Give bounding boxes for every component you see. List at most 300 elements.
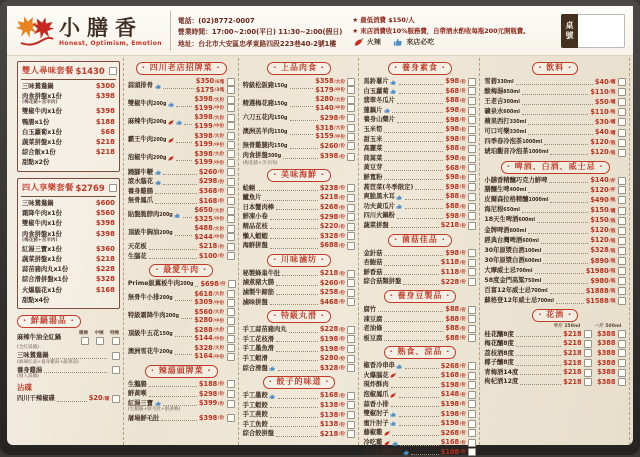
dotted-leader bbox=[392, 430, 438, 436]
item-checkbox[interactable] bbox=[227, 400, 235, 408]
item-price: $388 bbox=[597, 359, 626, 367]
item-name: 甜玉米 bbox=[363, 135, 383, 143]
item-price: $150 /瓶 bbox=[590, 217, 626, 225]
item-checkbox[interactable] bbox=[227, 252, 235, 260]
item-checkbox[interactable] bbox=[227, 141, 235, 149]
item-name: 經典台灣啤酒600ml bbox=[484, 236, 539, 244]
item-price: $298 /份 bbox=[320, 114, 356, 122]
item-checkbox[interactable] bbox=[468, 259, 476, 267]
item-checkbox[interactable] bbox=[347, 104, 355, 112]
item-checkbox[interactable] bbox=[227, 78, 235, 86]
item-checkbox[interactable] bbox=[347, 298, 355, 306]
item-price: $1588 /瓶 bbox=[586, 297, 626, 305]
item-price: $198 /份 bbox=[441, 400, 477, 408]
item-name: 綜合菇類拼盤 bbox=[363, 278, 402, 286]
item-checkbox[interactable] bbox=[468, 212, 476, 220]
item-checkbox[interactable] bbox=[468, 391, 476, 399]
item-checkbox[interactable] bbox=[228, 280, 236, 288]
item-checkbox[interactable] bbox=[347, 279, 355, 287]
combo-box bbox=[17, 178, 120, 309]
item-name: 肉食拼盤300g bbox=[242, 152, 282, 160]
item-checkbox[interactable] bbox=[227, 132, 235, 140]
item-checkbox[interactable] bbox=[227, 308, 235, 316]
item-checkbox[interactable] bbox=[468, 334, 476, 342]
menu-item bbox=[21, 117, 116, 127]
item-name: 雙椒牛肉x1份 bbox=[22, 220, 62, 228]
thumbs-up-icon bbox=[390, 411, 397, 418]
item-name: 三味鴛鴦鍋 bbox=[17, 352, 49, 360]
dotted-leader bbox=[550, 289, 584, 295]
item-checkbox[interactable] bbox=[468, 315, 476, 323]
dotted-leader bbox=[263, 195, 317, 201]
dotted-leader bbox=[516, 351, 561, 357]
item-checkbox[interactable] bbox=[347, 96, 355, 104]
item-checkbox[interactable] bbox=[347, 86, 355, 94]
item-name: 鮮凍小卷 bbox=[242, 213, 268, 221]
item-checkbox[interactable] bbox=[347, 232, 355, 240]
dotted-leader bbox=[384, 317, 443, 323]
item-checkbox[interactable] bbox=[347, 194, 355, 202]
item-checkbox[interactable] bbox=[347, 270, 355, 278]
item-price: $30 /罐 bbox=[595, 118, 626, 126]
item-name: 蜜汁肘子 bbox=[363, 419, 389, 427]
item-checkbox[interactable] bbox=[112, 395, 120, 403]
dotted-leader bbox=[290, 83, 314, 89]
dotted-leader bbox=[391, 402, 439, 408]
item-checkbox[interactable] bbox=[468, 107, 476, 115]
item-checkbox[interactable] bbox=[347, 401, 355, 409]
item-name: 茼蒿菜 bbox=[363, 154, 383, 162]
item-checkbox[interactable] bbox=[468, 97, 476, 105]
item-checkbox[interactable] bbox=[347, 213, 355, 221]
item-checkbox[interactable] bbox=[227, 96, 235, 104]
item-price: $890 /瓶 bbox=[590, 257, 626, 265]
item-name: 王老吉300ml bbox=[484, 97, 520, 105]
item-checkbox[interactable] bbox=[618, 196, 626, 204]
item-checkbox[interactable] bbox=[618, 108, 626, 116]
menu-item bbox=[243, 141, 356, 151]
item-checkbox[interactable] bbox=[468, 249, 476, 257]
menu-item bbox=[21, 295, 116, 305]
spicy-icon bbox=[390, 372, 397, 379]
item-checkbox[interactable] bbox=[618, 237, 626, 245]
item-checkbox[interactable] bbox=[227, 326, 235, 334]
item-note: (生鵝腸+鮮毛肚+鮮黃喉) bbox=[127, 407, 181, 413]
thumbs-up-icon bbox=[396, 203, 403, 210]
item-name: 蹺腳牛鞭 bbox=[127, 168, 153, 176]
item-checkbox[interactable] bbox=[618, 129, 626, 137]
item-checkbox[interactable] bbox=[468, 164, 476, 172]
item-name: 紅湯三寶x1份 bbox=[22, 245, 62, 253]
item-name: 霜降牛肉x1份 bbox=[22, 210, 62, 218]
item-price: $140 /杯 bbox=[590, 177, 626, 185]
item-checkbox[interactable] bbox=[468, 145, 476, 153]
item-name: 秘製蜂巢牛肚 bbox=[242, 269, 281, 277]
item-price: $50 /罐 bbox=[595, 98, 626, 106]
menu-column-2 bbox=[123, 58, 238, 445]
item-checkbox[interactable] bbox=[584, 369, 592, 377]
item-name: 鱸魚片 bbox=[242, 194, 262, 202]
item-checkbox[interactable] bbox=[347, 124, 355, 132]
item-name: 蘋果西打330ml bbox=[484, 118, 527, 126]
item-checkbox[interactable] bbox=[618, 227, 626, 235]
hours-line: 營業時間：17:00~2:00(平日) 11:30~2:00(假日) bbox=[177, 28, 343, 36]
item-checkbox[interactable] bbox=[347, 326, 355, 334]
thumbs-up-icon bbox=[396, 194, 403, 201]
item-checkbox[interactable] bbox=[227, 197, 235, 205]
item-checkbox[interactable] bbox=[227, 225, 235, 233]
menu-item bbox=[484, 329, 626, 339]
item-checkbox[interactable] bbox=[468, 87, 476, 95]
item-checkbox[interactable] bbox=[468, 193, 476, 201]
item-checkbox[interactable] bbox=[347, 242, 355, 250]
item-checkbox[interactable] bbox=[227, 390, 235, 398]
item-checkbox[interactable] bbox=[347, 114, 355, 122]
item-name: 貼盤脆脖肉200g bbox=[127, 210, 173, 218]
menu-column-5 bbox=[479, 58, 630, 445]
dotted-leader bbox=[556, 299, 584, 305]
item-checkbox[interactable] bbox=[584, 330, 592, 338]
item-checkbox[interactable] bbox=[227, 104, 235, 112]
item-name: 四季春冷泡茶1000ml bbox=[484, 138, 543, 146]
dotted-leader bbox=[183, 212, 193, 218]
item-checkbox[interactable] bbox=[227, 335, 235, 343]
menu-item bbox=[243, 77, 356, 95]
item-checkbox[interactable] bbox=[347, 345, 355, 353]
item-checkbox[interactable] bbox=[227, 187, 235, 195]
item-name: 生鵝腸 bbox=[127, 380, 147, 388]
item-checkbox[interactable] bbox=[109, 184, 117, 192]
item-checkbox[interactable] bbox=[618, 267, 626, 275]
menu-item bbox=[484, 87, 626, 97]
item-price: $280 /份 bbox=[320, 355, 356, 363]
item-name: 枸杞酒12度 bbox=[484, 378, 519, 386]
item-checkbox[interactable] bbox=[347, 289, 355, 297]
item-price: $88 /份 bbox=[445, 306, 476, 314]
menu-item bbox=[243, 410, 356, 420]
item-price: $228 /份 bbox=[320, 326, 356, 334]
item-checkbox[interactable] bbox=[227, 122, 235, 130]
section-title: 四人享樂套餐 bbox=[22, 182, 74, 192]
item-name: 大摩威士忌700ml bbox=[484, 266, 533, 274]
menu-item bbox=[484, 206, 626, 216]
item-checkbox[interactable] bbox=[81, 337, 89, 345]
item-name: 頂級牛胸油200g bbox=[127, 228, 173, 236]
item-checkbox[interactable] bbox=[468, 362, 476, 370]
dotted-leader bbox=[50, 353, 107, 359]
dotted-leader bbox=[175, 296, 193, 302]
dotted-leader bbox=[528, 120, 593, 126]
menu-item bbox=[128, 206, 235, 224]
menu-column-1 bbox=[13, 58, 123, 445]
menu-item bbox=[243, 420, 356, 430]
item-price: $488 /大份 bbox=[194, 225, 234, 233]
item-checkbox[interactable] bbox=[347, 204, 355, 212]
item-checkbox[interactable] bbox=[468, 135, 476, 143]
item-checkbox[interactable] bbox=[347, 335, 355, 343]
item-name: 白玉蘿蔔 bbox=[363, 87, 389, 95]
item-name: 蛤蜊 bbox=[242, 184, 256, 192]
menu-item bbox=[243, 325, 356, 335]
menu-columns bbox=[7, 56, 633, 456]
item-checkbox[interactable] bbox=[227, 353, 235, 361]
item-name: 雙椒牛肉200g bbox=[127, 99, 167, 107]
item-price: $40 /罐 bbox=[595, 129, 626, 137]
menu-item bbox=[21, 107, 116, 117]
item-checkbox[interactable] bbox=[618, 297, 626, 305]
menu-item bbox=[484, 117, 626, 127]
item-checkbox[interactable] bbox=[618, 217, 626, 225]
item-checkbox[interactable] bbox=[618, 247, 626, 255]
dotted-leader bbox=[161, 416, 197, 422]
item-name: 精選梅花豬150g bbox=[242, 99, 288, 107]
item-name: 日本蟹肉棒 bbox=[242, 203, 275, 211]
thumbs-up-icon bbox=[390, 420, 397, 427]
item-checkbox[interactable] bbox=[347, 355, 355, 363]
item-checkbox[interactable] bbox=[618, 207, 626, 215]
item-checkbox[interactable] bbox=[468, 410, 476, 418]
menu-item bbox=[128, 344, 235, 362]
item-checkbox[interactable] bbox=[227, 150, 235, 158]
item-checkbox[interactable] bbox=[584, 359, 592, 367]
menu-item bbox=[17, 394, 120, 404]
item-checkbox[interactable] bbox=[618, 287, 626, 295]
item-price: $198 /份 bbox=[441, 410, 477, 418]
item-name: 冷吃雞 bbox=[363, 439, 383, 447]
spice-level-option: 特辣 bbox=[109, 331, 120, 345]
item-checkbox[interactable] bbox=[227, 114, 235, 122]
item-name: 藤椒雞 bbox=[363, 429, 383, 437]
menu-item bbox=[363, 258, 476, 268]
dotted-leader bbox=[384, 251, 443, 257]
item-checkbox[interactable] bbox=[227, 317, 235, 325]
item-checkbox[interactable] bbox=[468, 126, 476, 134]
dotted-leader bbox=[522, 208, 588, 214]
item-checkbox[interactable] bbox=[96, 337, 104, 345]
menu-item bbox=[363, 192, 476, 202]
item-checkbox[interactable] bbox=[227, 380, 235, 388]
menu-item bbox=[363, 314, 476, 324]
item-checkbox[interactable] bbox=[618, 277, 626, 285]
menu-item bbox=[363, 163, 476, 173]
item-checkbox[interactable] bbox=[468, 278, 476, 286]
service-fee-note: ★ 來店消費收10%服務費，自帶酒水酌收每瓶200元開瓶費。 bbox=[352, 27, 530, 35]
item-checkbox[interactable] bbox=[618, 340, 626, 348]
item-price: $388 bbox=[597, 349, 626, 357]
item-price: $159 /中份 bbox=[315, 133, 355, 141]
dotted-leader bbox=[181, 314, 192, 320]
dotted-leader bbox=[282, 271, 318, 277]
item-checkbox[interactable] bbox=[347, 133, 355, 141]
item-checkbox[interactable] bbox=[227, 215, 235, 223]
item-name: 滾水腦花 bbox=[127, 178, 153, 186]
dotted-leader bbox=[163, 179, 197, 185]
item-checkbox[interactable] bbox=[347, 392, 355, 400]
item-price: $88 /份 bbox=[445, 334, 476, 342]
item-price: $68 /份 bbox=[445, 87, 476, 95]
menu-item bbox=[128, 326, 235, 344]
thumbs-up-icon bbox=[390, 79, 397, 86]
item-checkbox[interactable] bbox=[468, 400, 476, 408]
item-checkbox[interactable] bbox=[227, 290, 235, 298]
item-checkbox[interactable] bbox=[347, 430, 355, 438]
item-checkbox[interactable] bbox=[618, 378, 626, 386]
item-checkbox[interactable] bbox=[468, 439, 476, 447]
item-checkbox[interactable] bbox=[227, 86, 235, 94]
item-checkbox[interactable] bbox=[468, 429, 476, 437]
item-checkbox[interactable] bbox=[468, 268, 476, 276]
dotted-leader bbox=[270, 300, 318, 306]
item-checkbox[interactable] bbox=[468, 448, 476, 456]
dotted-leader bbox=[270, 403, 318, 409]
menu-item bbox=[363, 77, 476, 87]
menu-item bbox=[484, 226, 626, 236]
menu-item bbox=[363, 135, 476, 145]
item-checkbox[interactable] bbox=[347, 364, 355, 372]
item-price: $100 /份 bbox=[199, 252, 235, 260]
item-checkbox[interactable] bbox=[112, 337, 120, 345]
menu-item bbox=[363, 96, 476, 106]
item-price: $328 /份 bbox=[320, 232, 356, 240]
spicy-icon bbox=[384, 430, 391, 437]
dotted-leader bbox=[528, 228, 588, 234]
item-checkbox[interactable] bbox=[468, 155, 476, 163]
item-name: 蒜頭排骨 bbox=[127, 82, 153, 90]
item-price: $468 /份 bbox=[320, 298, 356, 306]
item-price: $398 /份 bbox=[199, 414, 235, 422]
item-checkbox[interactable] bbox=[227, 159, 235, 167]
section-title: · 熟食、涼品 · bbox=[384, 346, 457, 359]
item-name: 頂級牛五花150g bbox=[127, 330, 173, 338]
item-name: 雙椒牛肉x1份 bbox=[22, 108, 62, 116]
item-checkbox[interactable] bbox=[468, 183, 476, 191]
item-checkbox[interactable] bbox=[112, 366, 120, 374]
item-checkbox[interactable] bbox=[227, 168, 235, 176]
item-checkbox[interactable] bbox=[468, 203, 476, 211]
item-name: 蓮藕片 bbox=[363, 106, 383, 114]
dotted-leader bbox=[520, 370, 561, 376]
dotted-leader bbox=[270, 243, 318, 249]
dotted-leader bbox=[276, 290, 318, 296]
item-checkbox[interactable] bbox=[347, 184, 355, 192]
item-name: 甜點x2份 bbox=[22, 159, 50, 167]
item-checkbox[interactable] bbox=[468, 174, 476, 182]
item-checkbox[interactable] bbox=[468, 420, 476, 428]
dotted-leader bbox=[270, 214, 318, 220]
item-checkbox[interactable] bbox=[584, 349, 592, 357]
item-checkbox[interactable] bbox=[468, 222, 476, 230]
dotted-leader bbox=[411, 450, 439, 456]
item-checkbox[interactable] bbox=[618, 369, 626, 377]
dotted-leader bbox=[516, 332, 561, 338]
item-checkbox[interactable] bbox=[347, 153, 355, 161]
item-checkbox[interactable] bbox=[227, 414, 235, 422]
item-checkbox[interactable] bbox=[468, 372, 476, 380]
item-checkbox[interactable] bbox=[618, 186, 626, 194]
item-checkbox[interactable] bbox=[112, 352, 120, 360]
menu-item bbox=[21, 82, 116, 92]
item-checkbox[interactable] bbox=[227, 233, 235, 241]
item-checkbox[interactable] bbox=[347, 78, 355, 86]
item-name: 蔬菜拼盤 bbox=[363, 221, 389, 229]
menu-item bbox=[128, 289, 235, 307]
dotted-leader bbox=[195, 282, 198, 288]
item-checkbox[interactable] bbox=[468, 306, 476, 314]
item-checkbox[interactable] bbox=[468, 325, 476, 333]
item-checkbox[interactable] bbox=[468, 78, 476, 86]
dotted-leader bbox=[163, 83, 194, 89]
item-checkbox[interactable] bbox=[227, 207, 235, 215]
item-checkbox[interactable] bbox=[618, 177, 626, 185]
dotted-leader bbox=[384, 260, 438, 266]
dotted-leader bbox=[550, 150, 588, 156]
table-number-input[interactable] bbox=[578, 14, 625, 48]
section-title: · 養身素食 · bbox=[388, 62, 452, 75]
item-price: $110 /瓶 bbox=[590, 88, 626, 96]
dotted-leader bbox=[397, 98, 443, 104]
item-price: $168 bbox=[95, 285, 115, 294]
item-price: $328 /份 bbox=[320, 364, 356, 372]
item-checkbox[interactable] bbox=[618, 330, 626, 338]
item-checkbox[interactable] bbox=[618, 88, 626, 96]
item-checkbox[interactable] bbox=[618, 349, 626, 357]
dotted-leader bbox=[276, 205, 318, 211]
menu-item bbox=[363, 125, 476, 135]
item-checkbox[interactable] bbox=[227, 299, 235, 307]
item-price: $358 /大份 bbox=[315, 78, 355, 86]
dotted-leader bbox=[276, 346, 318, 352]
item-checkbox[interactable] bbox=[227, 243, 235, 251]
item-checkbox[interactable] bbox=[618, 359, 626, 367]
item-name: 綜合滑拼盤x1份 bbox=[22, 276, 69, 284]
menu-item bbox=[484, 127, 626, 137]
menu-item bbox=[363, 390, 476, 400]
item-checkbox[interactable] bbox=[227, 178, 235, 186]
item-checkbox[interactable] bbox=[468, 116, 476, 124]
item-price: $260 /份 bbox=[320, 142, 356, 150]
item-checkbox[interactable] bbox=[584, 340, 592, 348]
item-checkbox[interactable] bbox=[618, 149, 626, 157]
item-checkbox[interactable] bbox=[618, 118, 626, 126]
item-price: $600 bbox=[95, 199, 115, 208]
item-checkbox[interactable] bbox=[109, 67, 117, 75]
item-price: $560 bbox=[95, 209, 115, 218]
item-checkbox[interactable] bbox=[618, 98, 626, 106]
item-name: 玉米筍 bbox=[363, 126, 383, 134]
item-checkbox[interactable] bbox=[347, 223, 355, 231]
dotted-leader bbox=[270, 422, 318, 428]
menu-item bbox=[363, 173, 476, 183]
menu-item bbox=[243, 95, 356, 113]
dotted-leader bbox=[276, 280, 318, 286]
item-name: 荔枝酒8度 bbox=[484, 349, 514, 357]
table-number-label: 桌號 bbox=[561, 14, 578, 48]
item-checkbox[interactable] bbox=[347, 142, 355, 150]
item-checkbox[interactable] bbox=[347, 411, 355, 419]
item-price: $218 bbox=[95, 138, 115, 147]
item-checkbox[interactable] bbox=[347, 421, 355, 429]
dotted-leader bbox=[516, 360, 561, 366]
item-checkbox[interactable] bbox=[468, 381, 476, 389]
dotted-leader bbox=[384, 270, 438, 276]
item-checkbox[interactable] bbox=[618, 257, 626, 265]
item-name: 功夫黃瓜片 bbox=[363, 202, 395, 210]
dotted-leader bbox=[391, 382, 439, 388]
item-checkbox[interactable] bbox=[618, 139, 626, 147]
item-checkbox[interactable] bbox=[227, 344, 235, 352]
item-checkbox[interactable] bbox=[584, 378, 592, 386]
item-checkbox[interactable] bbox=[618, 78, 626, 86]
